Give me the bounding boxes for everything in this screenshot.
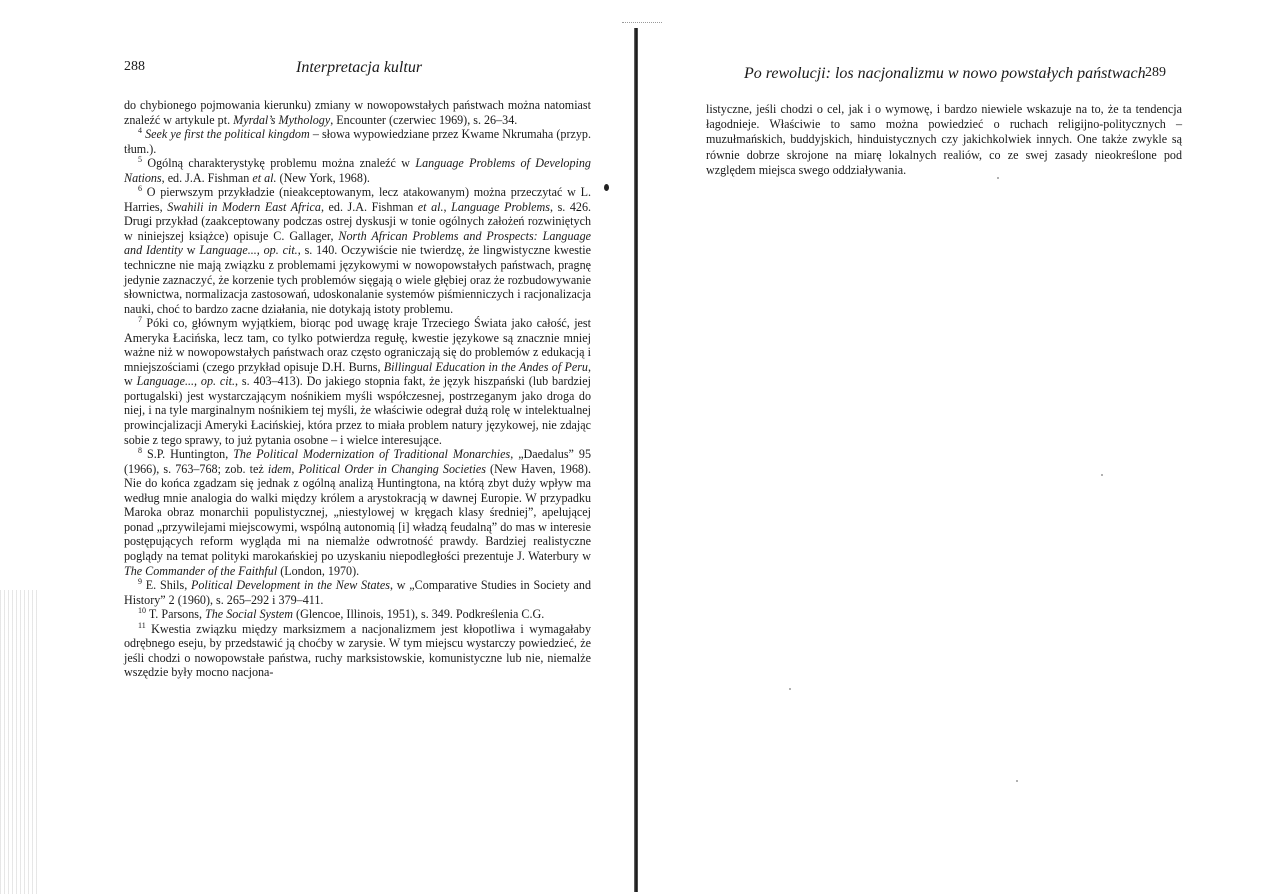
text-run: , (291, 461, 299, 476)
footnote-number: 4 (138, 126, 142, 136)
text-run: w (182, 243, 200, 258)
footnote-number: 9 (138, 577, 142, 587)
italic-title: The Political Modernization of Traditional Monarchies (233, 447, 511, 462)
text-run: O pierwszym przykładzie (nieakceptowanym, lecz atakowanym) można przeczytać w L. Harries, (124, 185, 592, 214)
italic-title: Billingual Education in the Andes of Peru (383, 359, 588, 374)
text-run: (New York, 1968). (276, 170, 370, 185)
italic-title: Myrdal’s Mythology (233, 112, 331, 127)
text-run: , Encounter (czerwiec 1969), s. 26–34. (330, 112, 518, 127)
text-run: (London, 1970). (277, 563, 360, 578)
footnote-9 (124, 578, 591, 607)
book-spine (634, 28, 638, 892)
italic-title: idem (267, 461, 292, 476)
text-run: , s. 403–413). Do jakiego stopnia fakt, że język hiszpański (lub bardziej portugalski) jest wystarczającym nośnikiem myśli współczesnej, postrzeganym jako droga do niej, i na tyle marginalnym nośnikiem tej myśli, że właściwie odegrał dużą rolę w intelektualnej prowincjalizacji Ameryki Łacińskiej, która przez to miała problem natury językowej, nie zdając sobie z tego sprawy, to już pytania osobne – i wielce interesujące. (124, 374, 592, 447)
text-run: listyczne, jeśli chodzi o cel, jak i o wymowę, i bardzo niewiele wskazuje na to, że ta tendencja łagodnieje. Właściwie to samo można powiedzieć o ruchach religijno-politycznych – muzułmańskich, buddyjskich, hinduistycznych czy jakichkolwiek innych. One także zwykle są równie dobrze skrojone na miarę lokalnych realiów, co ze swej zasady nieokreślone pod względem miejsca swego oddziaływania. (706, 102, 1182, 177)
italic-title: et al. (417, 199, 444, 214)
italic-title: Language..., op. cit. (136, 374, 235, 389)
footnote-number: 10 (138, 606, 146, 616)
text-run: do chybionego pojmowania kierunku) zmiany w nowopowstałych państwach można natomiast znaleźć w artykule pt. (124, 98, 591, 127)
footnote-number: 6 (138, 184, 142, 194)
text-run: T. Parsons, (148, 607, 206, 622)
text-run: – słowa wypowiedziane przez Kwame Nkrumaha (przyp. tłum.). (124, 127, 591, 156)
text-run: , ed. J.A. Fishman (161, 170, 253, 185)
text-run: S.P. Huntington, (146, 447, 234, 462)
left-page-number: 288 (124, 59, 145, 74)
text-run: Kwestia związku między marksizmem a nacjonalizmem jest kłopotliwa i wymagałaby odrębnego eseju, by przedstawić ją choćby w zarysie. W tym miejscu wystarczy powiedzieć, że jeśli chodzi o nowopowstałe państwa, ruchy marksistowskie, komunistyczne lub nie, niemalże wszędzie były mocno nacjona- (124, 621, 592, 680)
footnote-10 (124, 607, 591, 622)
footnote-7 (124, 316, 591, 447)
footnote-number: 8 (138, 446, 142, 456)
text-run: E. Shils, (145, 578, 191, 593)
text-run: , ed. J.A. Fishman (320, 199, 418, 214)
footnote-6 (124, 185, 591, 316)
text-run: Ogólną charakterystykę problemu można znaleźć w (147, 156, 416, 171)
continuation-paragraph (124, 98, 591, 127)
text-run: , w „Comparative Studies in Society and History” 2 (1960), s. 265–292 i 379–411. (124, 578, 591, 607)
italic-title: Language Problems of Developing Nations (124, 156, 591, 185)
text-run: (Glencoe, Illinois, 1951), s. 349. Podkreślenia C.G. (293, 607, 545, 622)
footnote-number: 5 (138, 155, 142, 165)
italic-title: Language Problems (451, 199, 550, 214)
italic-title: Swahili in Modern East Africa (167, 199, 321, 214)
right-page-number: 289 (1145, 65, 1166, 80)
italic-title: et al. (252, 170, 277, 185)
italic-title: The Commander of the Faithful (124, 563, 278, 578)
left-footnotes (124, 98, 591, 680)
right-running-title: Po rewolucji: los nacjonalizmu w nowo powstałych państwach (744, 65, 1146, 82)
right-footnotes (706, 102, 1182, 178)
italic-title: North African Problems and Prospects: Language and Identity (124, 228, 591, 258)
footnote-8 (124, 447, 591, 578)
footnote-number: 7 (138, 315, 142, 325)
footnote-11 (124, 622, 591, 680)
text-run: , s. 426. Drugi przykład (zaakceptowany podczas ostrej dyskusji w tonie ogólnych założeń rozwiniętych w niniejszej książce) opisuje C. Gallager, (124, 199, 592, 243)
text-run: Póki co, głównym wyjątkiem, biorąc pod uwagę kraje Trzeciego Świata jako całość, jest Ameryka Łacińska, lecz tam, co tylko potwierdza regułę, kwestie językowe są znacznie mniej ważne niż w nowopowstałych państwach oraz często ograniczają się do problemów z edukacją i mniejszościami (czego przykład opisuje D.H. Burns, (124, 316, 591, 374)
italic-title: Political Development in the New States (191, 578, 390, 593)
footnote-number: 11 (138, 620, 146, 630)
text-run: , s. 140. Oczywiście nie twierdzę, że lingwistyczne kwestie techniczne nie mają związku z problemami językowymi w nowopowstałych państwach, pragnę jedynie zaznaczyć, że korzenie tych problemów sięgają o wiele głębiej oraz że rozbudowywanie słownictwa, normalizacja zastosowań, udoskonalanie systemów piśmienniczych i racjonalizacja nauki, choć to bardzo zacne działania, nie dotykają istoty problemu. (124, 243, 591, 316)
text-run: , (443, 199, 452, 214)
italic-title: Political Order in Changing Societies (298, 461, 486, 476)
continuation-paragraph (706, 102, 1182, 178)
footnote-5 (124, 156, 591, 185)
italic-title: Seek ye first the political kingdom (145, 127, 310, 142)
text-run: , „Daedalus” 95 (1966), s. 763–768; zob. też (124, 447, 591, 476)
text-run: , w (124, 359, 591, 389)
italic-title: Language..., op. cit. (199, 243, 298, 258)
footnote-4 (124, 127, 591, 156)
text-run: (New Haven, 1968). Nie do końca zgadzam się jednak z ogólną analizą Huntingtona, na którą zbyt duży wpływ ma według mnie analogia do walki między królem a arystokracją w dawnej Europie. W przypadku Maroka obraz monarchii populistycznej, „niestylowej w kręgach klasy średniej”, apelującej ponad „przywilejami miejscowymi, wspólną autonomią [i] władzą feudalną” do mas w interesie postępujących reform wygląda mi na niemalże odwrotność prawdy. Bardziej realistyczne poglądy na temat polityki marokańskiej po uzyskaniu niepodległości prezentuje J. Waterbury w (124, 461, 591, 563)
right-page (640, 0, 1262, 894)
italic-title: The Social System (205, 607, 294, 622)
left-running-title: Interpretacja kultur (296, 59, 423, 76)
